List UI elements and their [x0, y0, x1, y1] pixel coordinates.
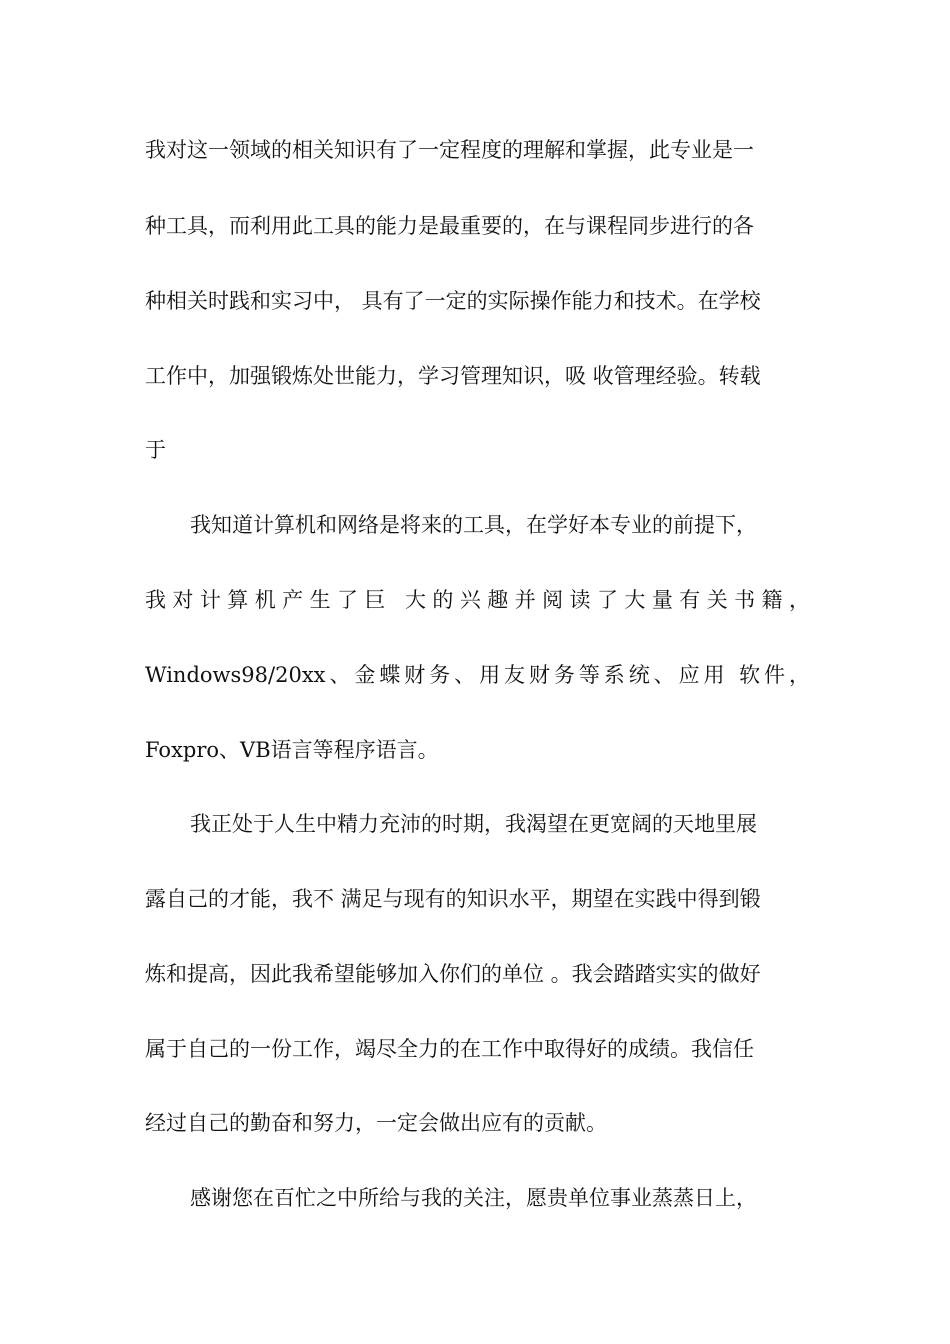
- paragraph-1-line-2: 种工具，而利用此工具的能力是最重要的，在与课程同步进行的各: [145, 214, 754, 238]
- paragraph-2-line-1: 我知道计算机和网络是将来的工具，在学好本专业的前提下，: [190, 513, 757, 537]
- paragraph-4-line-1: 感谢您在百忙之中所给与我的关注，愿贵单位事业蒸蒸日上，: [190, 1186, 757, 1210]
- paragraph-2-line-3: Windows98/20xx、金蝶财务、用友财务等系统、应用 软件，: [145, 663, 810, 687]
- paragraph-2-line-2: 我对计算机产生了巨 大的兴趣并阅读了大量有关书籍，: [145, 588, 810, 612]
- paragraph-3-line-3: 炼和提高，因此我希望能够加入你们的单位 。我会踏踏实实的做好: [145, 962, 761, 986]
- paragraph-1-line-1: 我对这一领域的相关知识有了一定程度的理解和掌握，此专业是一: [145, 138, 754, 162]
- paragraph-3-line-2: 露自己的才能，我不 满足与现有的知识水平，期望在实践中得到锻: [145, 887, 761, 911]
- paragraph-1-line-5: 于: [145, 438, 166, 462]
- paragraph-1-line-3: 种相关时践和实习中， 具有了一定的实际操作能力和技术。在学校: [145, 289, 761, 313]
- paragraph-2-line-4: Foxpro、VB语言等程序语言。: [145, 738, 439, 762]
- paragraph-1-line-4: 工作中，加强锻炼处世能力，学习管理知识，吸 收管理经验。转载: [145, 364, 761, 388]
- paragraph-3-line-5: 经过自己的勤奋和努力，一定会做出应有的贡献。: [145, 1111, 607, 1135]
- paragraph-3-line-4: 属于自己的一份工作，竭尽全力的在工作中取得好的成绩。我信任: [145, 1037, 754, 1061]
- paragraph-3-line-1: 我正处于人生中精力充沛的时期，我渴望在更宽阔的天地里展: [190, 812, 757, 836]
